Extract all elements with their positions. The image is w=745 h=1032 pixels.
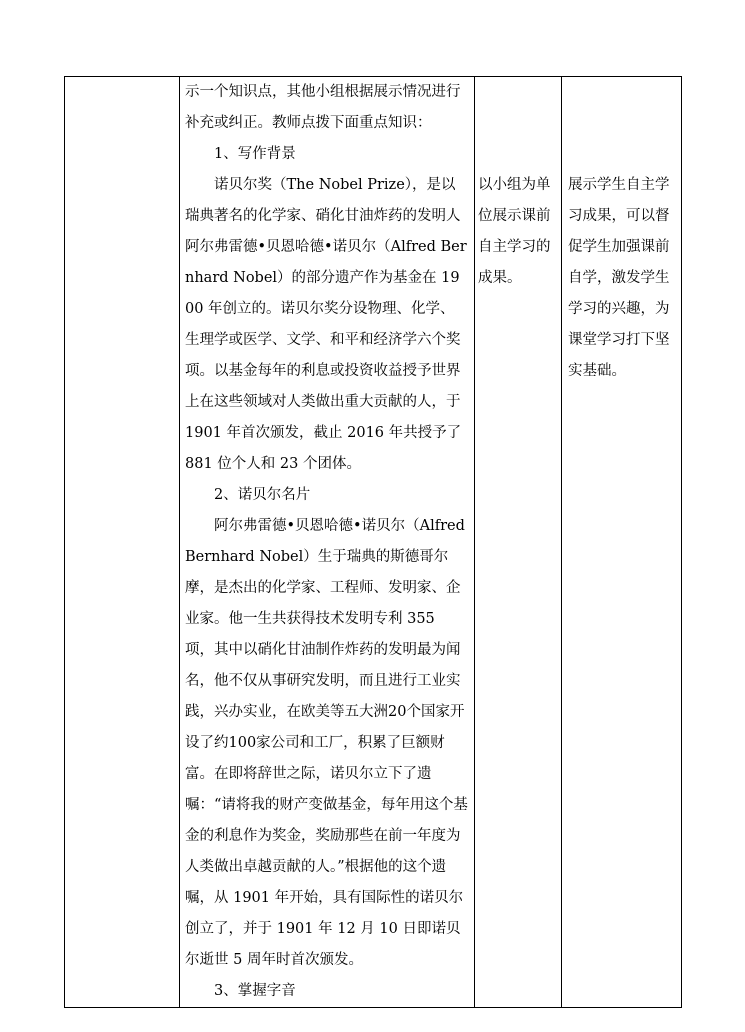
section1-paragraph: 诺贝尔奖（The Nobel Prize），是以瑞典著名的化学家、硝化甘油炸药的发明人阿尔弗雷德•贝恩哈德•诺贝尔（Alfred Bernhard Nobel）的部分遗产作为基金在 1900 年创立的。诺贝尔奖分设物理、化学、生理学或医学、文学、和平和经济学六个奖项。以基金每年的利息或投资收益授予世界上在这些领域对人类做出重大贡献的人，于 1901 年首次颁发，截止 2016 年共授予了 881 位个人和 23 个团体。 bbox=[185, 177, 467, 472]
student-activity-cell bbox=[475, 77, 562, 1008]
teaching-content-text bbox=[180, 77, 474, 1007]
lesson-plan-table bbox=[64, 76, 682, 1008]
intro-line: 示一个知识点，其他小组根据展示情况进行补充或纠正。教师点拨下面重点知识： bbox=[185, 84, 461, 131]
section3-heading: 3、掌握字音 bbox=[214, 983, 296, 999]
design-intent-cell bbox=[562, 77, 682, 1008]
section2-paragraph: 阿尔弗雷德•贝恩哈德•诺贝尔（Alfred Bernhard Nobel）生于瑞典的斯德哥尔摩，是杰出的化学家、工程师、发明家、企业家。他一生共获得技术发明专利 355 项，其中以硝化甘油制作炸药的发明最为闻名，他不仅从事研究发明，而且进行工业实践，兴办实业，在欧美等五大洲20个国家开设了约100家公司和工厂，积累了巨额财富。在即将辞世之际，诺贝尔立下了遗嘱：“请将我的财产变做基金，每年用这个基金的利息作为奖金，奖励那些在前一年度为人类做出卓越贡献的人。”根据他的这个遗嘱，从 1901 年开始，具有国际性的诺贝尔创立了，并于 1901 年 12 月 10 日即诺贝尔逝世 5 周年时首次颁发。 bbox=[185, 518, 468, 968]
section1-heading: 1、写作背景 bbox=[214, 146, 296, 162]
table-row bbox=[65, 77, 682, 1008]
section2-heading: 2、诺贝尔名片 bbox=[214, 487, 311, 503]
student-activity-text: 以小组为单位展示课前自主学习的成果。 bbox=[478, 177, 551, 286]
teaching-content-cell bbox=[180, 77, 475, 1008]
stage-cell bbox=[65, 77, 180, 1008]
design-intent-text: 展示学生自主学习成果，可以督促学生加强课前自学，激发学生学习的兴趣，为课堂学习打下坚实基础。 bbox=[568, 177, 670, 379]
